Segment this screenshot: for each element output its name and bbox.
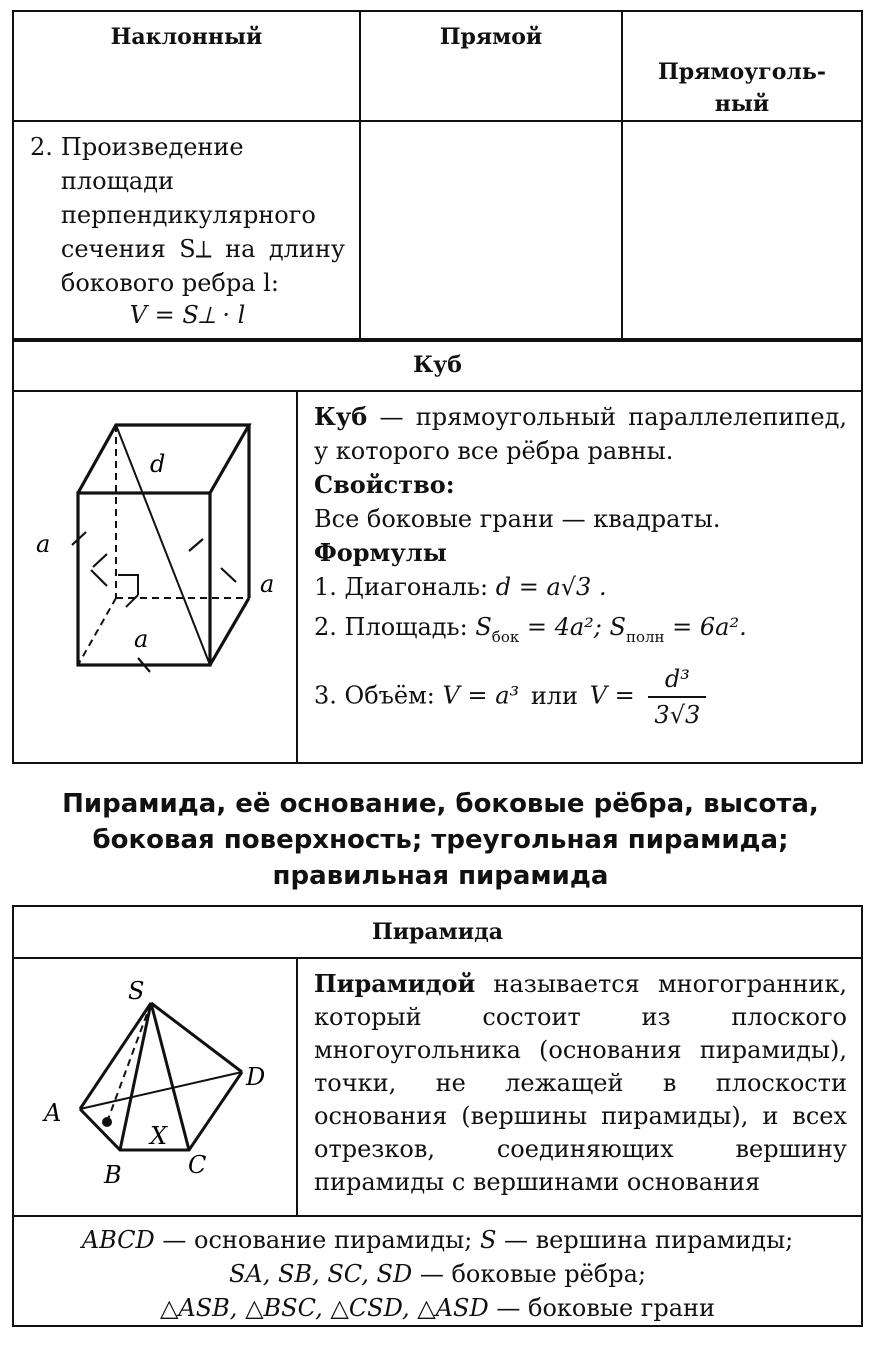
cube-property-label: Свойство:: [314, 470, 455, 499]
formula-2-s-full: S: [609, 613, 626, 641]
cube-figure: [14, 392, 296, 758]
pyramid-label-a: A: [44, 1099, 62, 1127]
cube-figure-cell: [13, 391, 297, 763]
formula-2-sub-full: полн: [625, 628, 665, 646]
pyramid-definition-term: Пирамидой: [314, 969, 476, 998]
cube-label-a-bottom: a: [134, 625, 149, 653]
pyramid-table: [12, 905, 863, 1327]
right-angle-mark: [118, 575, 138, 595]
pyramid-definition-rest: называется многогранник, который состоит из плоского многоугольника (основания пирамиды), точки, не лежащей в плоскости основания (вершины пирамиды), и всех отрезков, соединяющих вершину пирамиды с вершинами основания: [314, 970, 847, 1196]
pyramid-label-b: B: [104, 1161, 122, 1189]
footer-line-1: [14, 1223, 861, 1257]
cube-label-d: d: [150, 450, 166, 478]
pyramid-label-x: X: [150, 1122, 168, 1150]
cube-formula-1: [314, 570, 847, 604]
right-angle-mark: [126, 595, 138, 607]
cube-definition-rest: — прямоугольный параллелепипед, у которого все рёбра равны.: [314, 403, 847, 465]
header-oblique: [13, 11, 360, 121]
footer-faces: △ASB, △BSC, △CSD, △ASD: [159, 1294, 489, 1322]
footer-abcd: ABCD: [81, 1226, 155, 1254]
cube-definition: [314, 400, 847, 468]
pyramid-title-label: Пирамида: [371, 919, 504, 945]
section-heading: [0, 786, 881, 894]
height-foot-point: [102, 1117, 112, 1127]
cube-formula-3: [314, 662, 847, 732]
row-text: Произведение площади перпендикулярного сечения S⟂ на длину бокового ребра l:: [60, 133, 345, 297]
prism-table: [12, 10, 863, 342]
cube-property-text: Все боковые грани — квадраты.: [314, 505, 721, 533]
header-rectangular-label: Прямоуголь- ный: [657, 59, 826, 117]
tick-mark: [91, 570, 107, 586]
formula-3-volume-b: V =: [589, 681, 635, 710]
header-right: [360, 11, 622, 121]
footer-line-3: [14, 1291, 861, 1325]
formula-3-volume-a: V = a³: [442, 681, 520, 710]
cube-title-label: Куб: [413, 352, 462, 378]
header-rectangular: [622, 11, 862, 121]
right-cell: [360, 121, 622, 341]
formula-3-prefix: 3. Объём:: [314, 681, 435, 710]
section-heading-line-2: боковая поверхность; треугольная пирамида;: [92, 825, 789, 855]
footer-s: S: [479, 1226, 497, 1254]
cube-edge: [210, 598, 249, 665]
pyramid-footer: [13, 1216, 862, 1326]
hidden-edge-ad: [80, 1072, 242, 1109]
footer-faces-text: — боковые грани: [488, 1294, 716, 1322]
formula-2-prefix: 2. Площадь:: [314, 613, 468, 641]
cube-label-a-left: a: [36, 530, 51, 558]
pyramid-title: [13, 906, 862, 958]
row-number: 2.: [30, 133, 53, 161]
cube-formulas-label: Формулы: [314, 538, 447, 567]
section-heading-line-1: Пирамида, её основание, боковые рёбра, высота,: [62, 789, 819, 819]
footer-edges: SA, SB, SC, SD: [228, 1260, 413, 1288]
cube-table: [12, 338, 863, 764]
cube-formula-2: [314, 610, 847, 654]
footer-line-2: [14, 1257, 861, 1291]
footer-edges-text: — боковые рёбра;: [412, 1260, 647, 1288]
cube-edge: [78, 598, 116, 665]
header-right-label: Прямой: [439, 24, 543, 50]
oblique-cell: [13, 121, 360, 341]
pyramid-label-s: S: [128, 977, 145, 1005]
cube-text-cell: [297, 391, 862, 763]
formula-1-value: d = a√3 .: [495, 573, 607, 601]
pyramid-label-c: C: [188, 1151, 207, 1179]
pyramid-figure-cell: [13, 958, 297, 1216]
header-oblique-label: Наклонный: [110, 24, 263, 50]
formula-1-prefix: 1. Диагональ:: [314, 573, 489, 601]
formula-2-s-side: S: [475, 613, 492, 641]
pyramid-text-cell: [297, 958, 862, 1216]
cube-definition-term: Куб: [314, 402, 368, 431]
row-formula: V = S⟂ · l: [129, 301, 246, 329]
formula-2-full-value: = 6a².: [664, 613, 747, 641]
pyramid-definition: [314, 967, 847, 1199]
fraction-numerator: d³: [648, 662, 706, 698]
tick-mark: [93, 554, 107, 567]
formula-3-fraction: [648, 662, 706, 732]
footer-base-text: — основание пирамиды;: [154, 1226, 480, 1254]
fraction-denominator: 3√3: [654, 701, 701, 729]
formula-2-side-value: = 4a²;: [519, 613, 610, 641]
section-heading-line-3: правильная пирамида: [272, 861, 609, 891]
tick-mark: [189, 539, 203, 551]
tick-mark: [221, 568, 236, 582]
rectangular-cell: [622, 121, 862, 341]
cube-label-a-right: a: [260, 570, 275, 598]
pyramid-figure: [14, 959, 296, 1211]
formula-3-or: или: [530, 681, 579, 710]
footer-apex-text: — вершина пирамиды;: [496, 1226, 794, 1254]
cube-title: [13, 339, 862, 391]
pyramid-label-d: D: [246, 1063, 266, 1091]
formula-2-sub-side: бок: [491, 628, 520, 646]
